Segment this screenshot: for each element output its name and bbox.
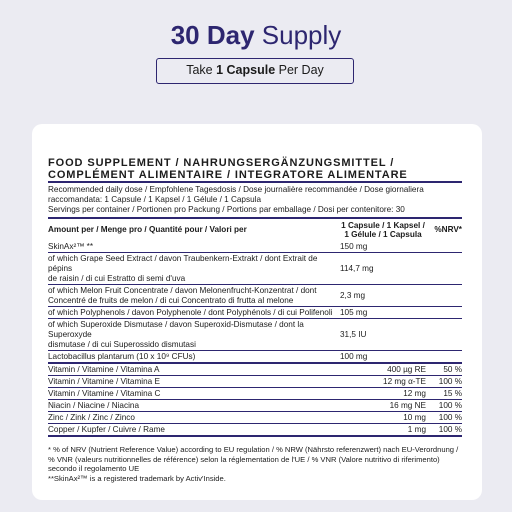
nutrient-name bbox=[48, 254, 340, 284]
nutrient-name bbox=[48, 308, 340, 318]
label-title-line1: FOOD SUPPLEMENT / NAHRUNGSERGÄNZUNGSMITTEL / bbox=[48, 157, 395, 169]
header-amount: Amount per / Menge pro / Quantité pour / Valori per bbox=[48, 225, 247, 234]
nutrient-name bbox=[48, 320, 340, 350]
nutrient-name-line: Vitamin / Vitamine / Vitamina E bbox=[48, 376, 160, 386]
nutrient-amount: 1 mg bbox=[407, 424, 426, 434]
nutrient-name-line: dismutase / di cui Superossido dismutasi bbox=[48, 339, 196, 349]
nutrient-name-line: of which Grape Seed Extract / davon Traubenkern-Extrakt / dont Extrait de pépins bbox=[48, 253, 318, 273]
nutrient-name-line: Copper / Kupfer / Cuivre / Rame bbox=[48, 424, 165, 434]
label-title-line2: COMPLÉMENT ALIMENTAIRE / INTEGRATORE ALIMENTARE bbox=[48, 170, 462, 183]
nutrient-nrv: 100 % bbox=[438, 424, 462, 434]
nutrient-amount: 10 mg bbox=[403, 412, 426, 422]
footnote-3: secondo il regolamento UE bbox=[48, 464, 140, 473]
table-row bbox=[48, 318, 462, 350]
nutrient-nrv: 50 % bbox=[443, 364, 462, 374]
nutrient-name bbox=[48, 425, 340, 435]
header-serving bbox=[340, 221, 426, 239]
nutrient-amount: 100 mg bbox=[340, 351, 368, 361]
nutrient-name-line: of which Melon Fruit Concentrate / davon Melonenfrucht-Konzentrat / dont bbox=[48, 285, 317, 295]
nutrient-amount: 12 mg α-TE bbox=[383, 376, 426, 386]
table-row bbox=[48, 411, 462, 423]
nutrient-amount: 31,5 IU bbox=[340, 329, 367, 339]
nutrient-nrv: 15 % bbox=[443, 388, 462, 398]
nutrient-amount: 105 mg bbox=[340, 307, 368, 317]
supplement-facts-label bbox=[48, 158, 462, 483]
nutrient-name bbox=[48, 401, 340, 411]
table-row bbox=[48, 350, 462, 362]
nutrient-amount: 114,7 mg bbox=[340, 263, 374, 273]
headline-rest: Supply bbox=[254, 20, 342, 50]
footnote-2: % VNR (valeurs nutritionnelles de référence) selon la réglementation de l'UE / % VNR (Valore nutritivo di riferimento) bbox=[48, 454, 440, 464]
ingredient-rows bbox=[48, 241, 462, 362]
servings-line: Servings per container / Portionen pro Packung / Portions par emballage / Dosi per contenitore: 30 bbox=[48, 205, 405, 214]
nutrient-name-line: Vitamin / Vitamine / Vitamina C bbox=[48, 388, 161, 398]
nutrient-amount: 16 mg NE bbox=[389, 400, 426, 410]
table-row bbox=[48, 399, 462, 411]
nutrient-name bbox=[48, 286, 340, 306]
nutrient-name-line: Zinc / Zink / Zinc / Zinco bbox=[48, 412, 135, 422]
table-row bbox=[48, 241, 462, 252]
nutrient-name-line: SkinAx²™ ** bbox=[48, 241, 94, 251]
nutrient-nrv: 100 % bbox=[438, 412, 462, 422]
dose-post: Per Day bbox=[275, 63, 324, 77]
table-row bbox=[48, 375, 462, 387]
page-headline bbox=[0, 20, 512, 51]
footnote-1: * % of NRV (Nutrient Reference Value) according to EU regulation / % NRW (Nährsto referenzwert) nach EU-Verordnung / bbox=[48, 445, 459, 454]
nutrient-nrv: 100 % bbox=[438, 376, 462, 386]
footnotes bbox=[48, 445, 462, 483]
header-nrv: %NRV* bbox=[434, 225, 462, 234]
headline-bold: 30 Day bbox=[170, 20, 255, 50]
table-row bbox=[48, 423, 462, 435]
nutrient-name-line: Lactobacillus plantarum (10 x 10⁹ CFUs) bbox=[48, 351, 196, 361]
nutrient-amount: 400 µg RE bbox=[387, 364, 426, 374]
nutrient-name bbox=[48, 242, 340, 252]
dose-line-2: raccomandata: 1 Capsule / 1 Kapsel / 1 Gélule / 1 Capsula bbox=[48, 195, 261, 204]
header-serving-line1: 1 Capsule / 1 Kapsel / bbox=[341, 221, 425, 230]
table-header bbox=[48, 217, 462, 241]
nutrient-amount: 150 mg bbox=[340, 241, 368, 251]
nutrient-name-line: of which Superoxide Dismutase / davon Superoxid-Dismutase / dont la Superoxyde bbox=[48, 319, 304, 339]
table-row bbox=[48, 252, 462, 284]
dose-pre: Take bbox=[186, 63, 217, 77]
nutrient-name bbox=[48, 352, 340, 362]
footnote-4: **SkinAx²™ is a registered trademark by Activ'Inside. bbox=[48, 473, 226, 483]
nutrient-name-line: Concentré de fruits de melon / di cui Concentrato di frutta al melone bbox=[48, 295, 294, 305]
nutrient-name bbox=[48, 389, 340, 399]
nutrient-name bbox=[48, 377, 340, 387]
dose-bold: 1 Capsule bbox=[216, 63, 276, 77]
dose-badge bbox=[156, 58, 354, 84]
table-row bbox=[48, 387, 462, 399]
nutrient-name-line: of which Polyphenols / davon Polyphenole / dont Polyphénols / di cui Polifenoli bbox=[48, 307, 333, 317]
nutrient-name bbox=[48, 365, 340, 375]
dose-line-1: Recommended daily dose / Empfohlene Tagesdosis / Dose journalière recommandée / Dose giornaliera bbox=[48, 185, 424, 194]
nutrient-name-line: Vitamin / Vitamine / Vitamina A bbox=[48, 364, 160, 374]
nutrient-nrv: 100 % bbox=[438, 400, 462, 410]
vitamin-rows bbox=[48, 362, 462, 437]
nutrient-amount: 12 mg bbox=[403, 388, 426, 398]
table-row bbox=[48, 306, 462, 318]
table-row bbox=[48, 284, 462, 306]
nutrient-name-line: Niacin / Niacine / Niacina bbox=[48, 400, 140, 410]
header-serving-line2: 1 Gélule / 1 Capsula bbox=[344, 230, 422, 239]
nutrient-name bbox=[48, 413, 340, 423]
nutrient-name-line: de raisin / di cui Estratto di semi d'uva bbox=[48, 273, 186, 283]
table-row bbox=[48, 364, 462, 375]
nutrient-amount: 2,3 mg bbox=[340, 290, 366, 300]
